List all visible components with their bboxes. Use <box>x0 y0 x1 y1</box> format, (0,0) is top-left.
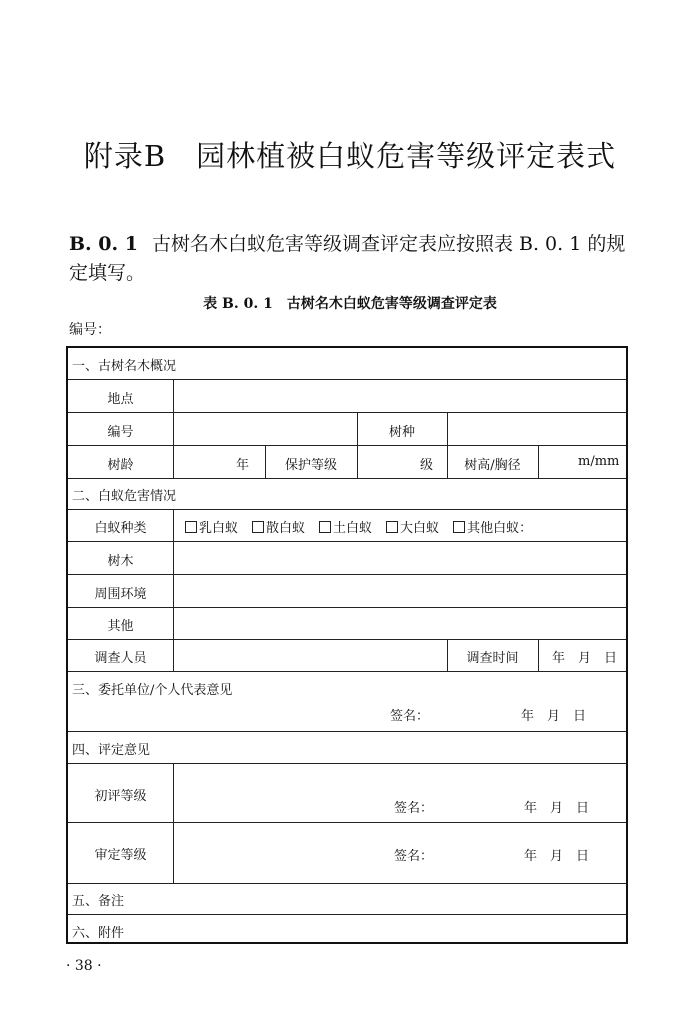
termite-species-options <box>185 517 546 536</box>
divider <box>173 763 174 883</box>
checkbox[interactable] <box>252 521 264 533</box>
number-label: 编号 <box>107 425 134 440</box>
appendix-title: 附录B 园林植被白蚁危害等级评定表式 <box>83 139 617 173</box>
clause-number: B. 0. 1 <box>69 233 138 255</box>
species-option[interactable]: 散白蚁 <box>252 521 305 536</box>
divider <box>173 379 174 478</box>
termite-species-label: 白蚁种类 <box>94 521 147 536</box>
section-1-title: 一、古树名木概况 <box>72 359 177 374</box>
height-diameter-label: 树高/胸径 <box>464 458 521 473</box>
divider <box>68 379 626 380</box>
height-unit: m/mm <box>578 454 620 469</box>
final-grade-label: 审定等级 <box>94 848 147 863</box>
divider <box>68 639 626 640</box>
survey-date: 年 月 日 <box>552 651 618 666</box>
divider <box>68 731 626 732</box>
divider <box>538 639 539 671</box>
page-number: · 38 · <box>66 958 102 974</box>
clause-text: 古树名木白蚁危害等级调查评定表应按照表 B. 0. 1 的规定填写。 <box>69 233 626 284</box>
clause-paragraph <box>69 230 639 288</box>
species-option[interactable]: 土白蚁 <box>319 521 372 536</box>
species-option[interactable]: 其他白蚁： <box>453 521 532 536</box>
initial-sign-date: 年 月 日 <box>524 801 590 816</box>
divider <box>68 671 626 672</box>
table-title: 表 B. 0. 1 古树名木白蚁危害等级调查评定表 <box>203 296 497 312</box>
tree-label: 树木 <box>107 554 134 569</box>
divider <box>68 914 626 915</box>
divider <box>538 445 539 478</box>
tree-age-label: 树龄 <box>107 458 134 473</box>
section-6-title: 六、附件 <box>72 926 125 941</box>
initial-sign-label: 签名： <box>394 801 434 816</box>
divider <box>68 607 626 608</box>
species-option[interactable]: 大白蚁 <box>386 521 439 536</box>
final-sign-label: 签名： <box>394 849 434 864</box>
section-2-title: 二、白蚁危害情况 <box>72 489 177 504</box>
divider <box>68 763 626 764</box>
investigator-label: 调查人员 <box>94 651 147 666</box>
protection-level-label: 保护等级 <box>284 458 337 473</box>
divider <box>68 541 626 542</box>
divider <box>68 445 626 446</box>
checkbox[interactable] <box>319 521 331 533</box>
divider <box>68 822 626 823</box>
divider <box>173 509 174 671</box>
divider <box>68 883 626 884</box>
client-sign-label: 签名： <box>390 709 430 724</box>
checkbox[interactable] <box>386 521 398 533</box>
final-sign-date: 年 月 日 <box>524 849 590 864</box>
checkbox[interactable] <box>453 521 465 533</box>
protection-unit: 级 <box>420 458 434 473</box>
environment-label: 周围环境 <box>94 587 147 602</box>
divider <box>68 412 626 413</box>
divider <box>68 574 626 575</box>
location-label: 地点 <box>107 392 134 407</box>
species-option[interactable]: 乳白蚁 <box>185 521 238 536</box>
serial-number-label: 编号： <box>69 322 111 338</box>
survey-time-label: 调查时间 <box>466 651 519 666</box>
section-4-title: 四、评定意见 <box>72 743 151 758</box>
section-3-title: 三、委托单位/个人代表意见 <box>72 683 233 698</box>
other-label: 其他 <box>107 619 134 634</box>
assessment-form <box>66 346 628 944</box>
initial-grade-label: 初评等级 <box>94 789 147 804</box>
divider <box>68 478 626 479</box>
tree-species-label: 树种 <box>388 425 415 440</box>
age-unit: 年 <box>236 458 250 473</box>
client-sign-date: 年 月 日 <box>521 709 587 724</box>
divider <box>68 509 626 510</box>
checkbox[interactable] <box>185 521 197 533</box>
section-5-title: 五、备注 <box>72 894 125 909</box>
